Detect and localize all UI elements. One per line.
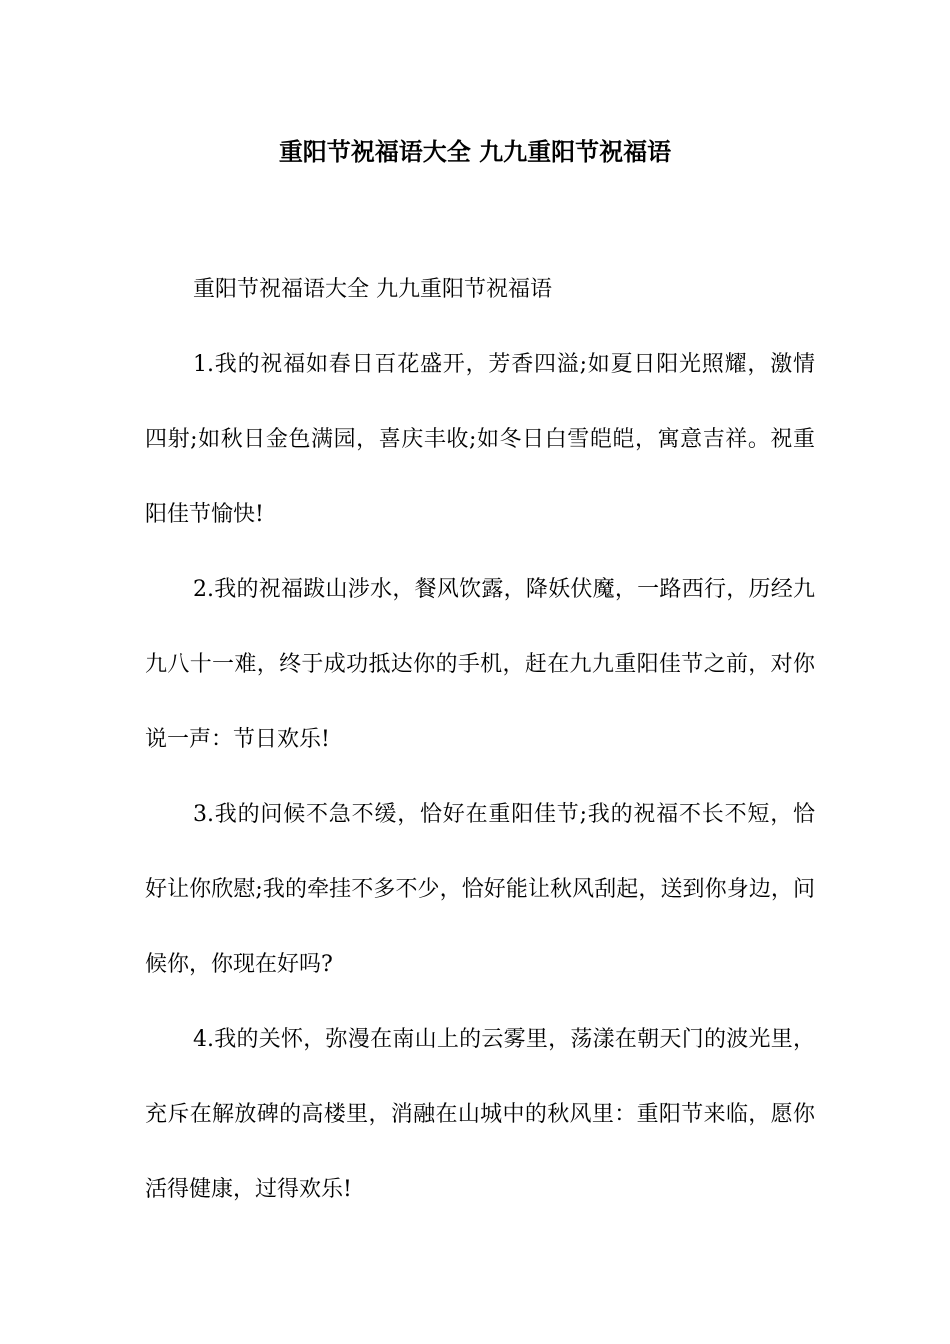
document-body (145, 252, 815, 1227)
paragraph-1: 1.我的祝福如春日百花盛开，芳香四溢;如夏日阳光照耀，激情四射;如秋日金色满园，喜庆丰收;如冬日白雪皑皑，寓意吉祥。祝重阳佳节愉快! (145, 352, 815, 527)
paragraph-subtitle: 重阳节祝福语大全 九九重阳节祝福语 (193, 277, 552, 302)
paragraph-3: 3.我的问候不急不缓，恰好在重阳佳节;我的祝福不长不短，恰好让你欣慰;我的牵挂不多不少，恰好能让秋风刮起，送到你身边，问候你，你现在好吗? (145, 802, 815, 977)
paragraph-4: 4.我的关怀，弥漫在南山上的云雾里，荡漾在朝天门的波光里，充斥在解放碑的高楼里，消融在山城中的秋风里：重阳节来临，愿你活得健康，过得欢乐! (145, 1027, 815, 1202)
document-title: 重阳节祝福语大全 九九重阳节祝福语 (278, 137, 672, 166)
paragraph-2: 2.我的祝福跋山涉水，餐风饮露，降妖伏魔，一路西行，历经九九八十一难，终于成功抵达你的手机，赶在九九重阳佳节之前，对你说一声：节日欢乐! (145, 577, 815, 752)
